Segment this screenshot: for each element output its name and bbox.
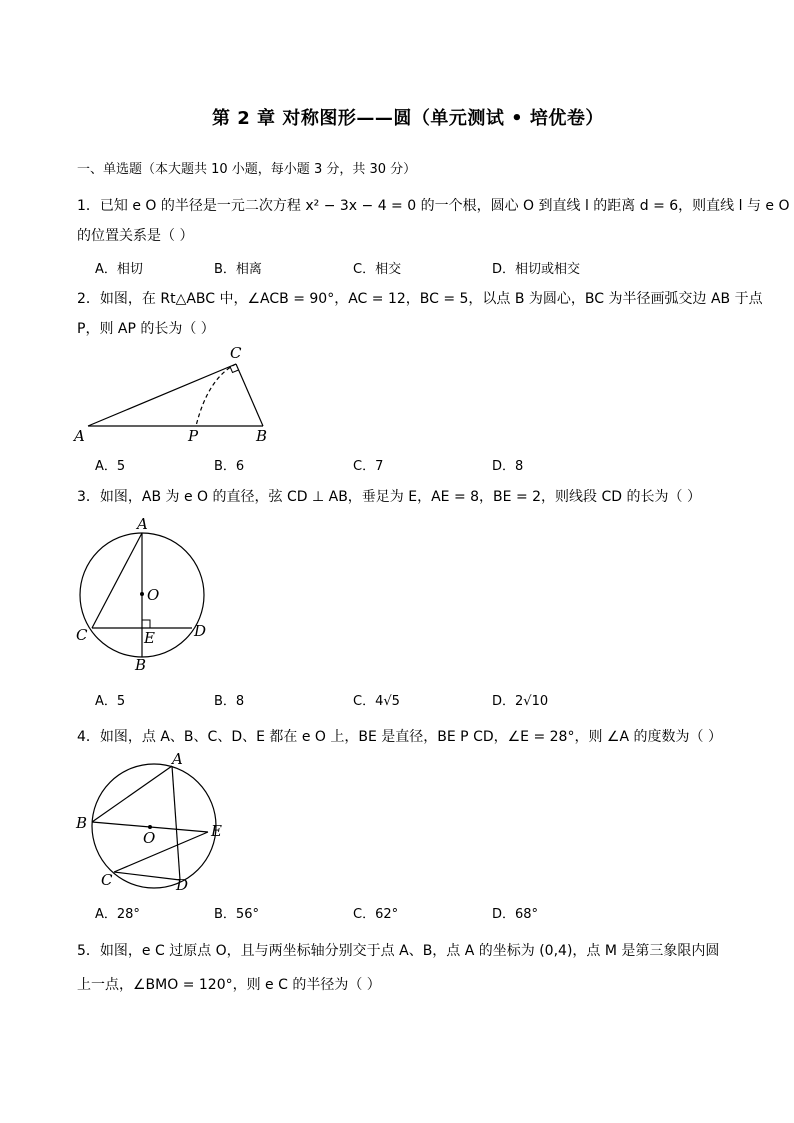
question-4-option-b[interactable]: B．56° <box>214 907 259 922</box>
label-p: P <box>188 427 199 445</box>
chord-ad <box>172 766 180 880</box>
chord-cd <box>114 872 180 880</box>
label-a: A <box>137 515 148 533</box>
chord-ce <box>114 832 208 872</box>
right-angle-mark <box>142 620 150 628</box>
section-heading: 一、单选题（本大题共 10 小题，每小题 3 分，共 30 分） <box>77 162 417 177</box>
question-4-line-1: 4．如图，点 A、B、C、D、E 都在 e O 上，BE 是直径，BE P CD，∠E = 28°，则 ∠A 的度数为（ ） <box>77 729 722 745</box>
question-3-option-a[interactable]: A．5 <box>95 694 126 709</box>
question-1-option-a[interactable]: A．相切 <box>95 262 143 277</box>
question-3-option-d[interactable]: D．2√10 <box>492 694 549 709</box>
question-5-line-1: 5．如图，e C 过原点 O，且与两坐标轴分别交于点 A、B，点 A 的坐标为 (0,4)，点 M 是第三象限内圆 <box>77 943 720 959</box>
question-1-line-2: 的位置关系是（ ） <box>77 228 194 244</box>
segment-ac <box>88 364 236 426</box>
circle-o <box>92 764 216 888</box>
question-2-option-b[interactable]: B．6 <box>214 459 245 474</box>
page-title: 第 2 章 对称图形——圆（单元测试 • 培优卷） <box>212 108 604 129</box>
question-2-line-1: 2．如图，在 Rt△ABC 中，∠ACB = 90°，AC = 12，BC = 5，以点 B 为圆心，BC 为半径画弧交边 AB 于点 <box>77 291 763 307</box>
question-1-line-1: 1．已知 e O 的半径是一元二次方程 x² − 3x − 4 = 0 的一个根，圆心 O 到直线 l 的距离 d = 6，则直线 l 与 e O <box>77 198 790 214</box>
question-2-figure <box>70 340 290 450</box>
question-5-line-2: 上一点，∠BMO = 120°，则 e C 的半径为（ ） <box>77 977 381 993</box>
segment-cb <box>236 364 263 426</box>
question-4-option-a[interactable]: A．28° <box>95 907 140 922</box>
chord-ab <box>92 766 172 822</box>
question-3-option-c[interactable]: C．4√5 <box>353 694 400 709</box>
label-b: B <box>135 656 147 674</box>
question-3-line-1: 3．如图，AB 为 e O 的直径，弦 CD ⊥ AB，垂足为 E，AE = 8，BE = 2，则线段 CD 的长为（ ） <box>77 489 701 505</box>
question-3-figure <box>70 512 230 674</box>
question-1-option-d[interactable]: D．相切或相交 <box>492 262 581 277</box>
question-4-option-d[interactable]: D．68° <box>492 907 539 922</box>
label-o: O <box>147 586 160 604</box>
label-a: A <box>172 752 183 768</box>
question-3-option-b[interactable]: B．8 <box>214 694 245 709</box>
question-2-option-a[interactable]: A．5 <box>95 459 126 474</box>
label-b: B <box>76 814 88 832</box>
label-c: C <box>76 626 88 644</box>
segment-ac <box>92 533 142 628</box>
label-e: E <box>144 629 155 647</box>
label-d: D <box>176 876 189 894</box>
label-e: E <box>211 822 222 840</box>
question-4-option-c[interactable]: C．62° <box>353 907 399 922</box>
question-1-option-c[interactable]: C．相交 <box>353 262 402 277</box>
question-4-figure <box>70 752 240 894</box>
question-2-option-c[interactable]: C．7 <box>353 459 384 474</box>
center-dot <box>140 592 144 596</box>
label-o: O <box>143 829 156 847</box>
question-2-line-2: P，则 AP 的长为（ ） <box>77 321 215 337</box>
label-c: C <box>101 871 113 889</box>
question-1-option-b[interactable]: B．相离 <box>214 262 262 277</box>
label-c: C <box>230 344 242 362</box>
arc-cp <box>196 364 236 426</box>
label-b: B <box>256 427 268 445</box>
label-d: D <box>194 622 207 640</box>
label-a: A <box>74 427 85 445</box>
question-2-option-d[interactable]: D．8 <box>492 459 524 474</box>
